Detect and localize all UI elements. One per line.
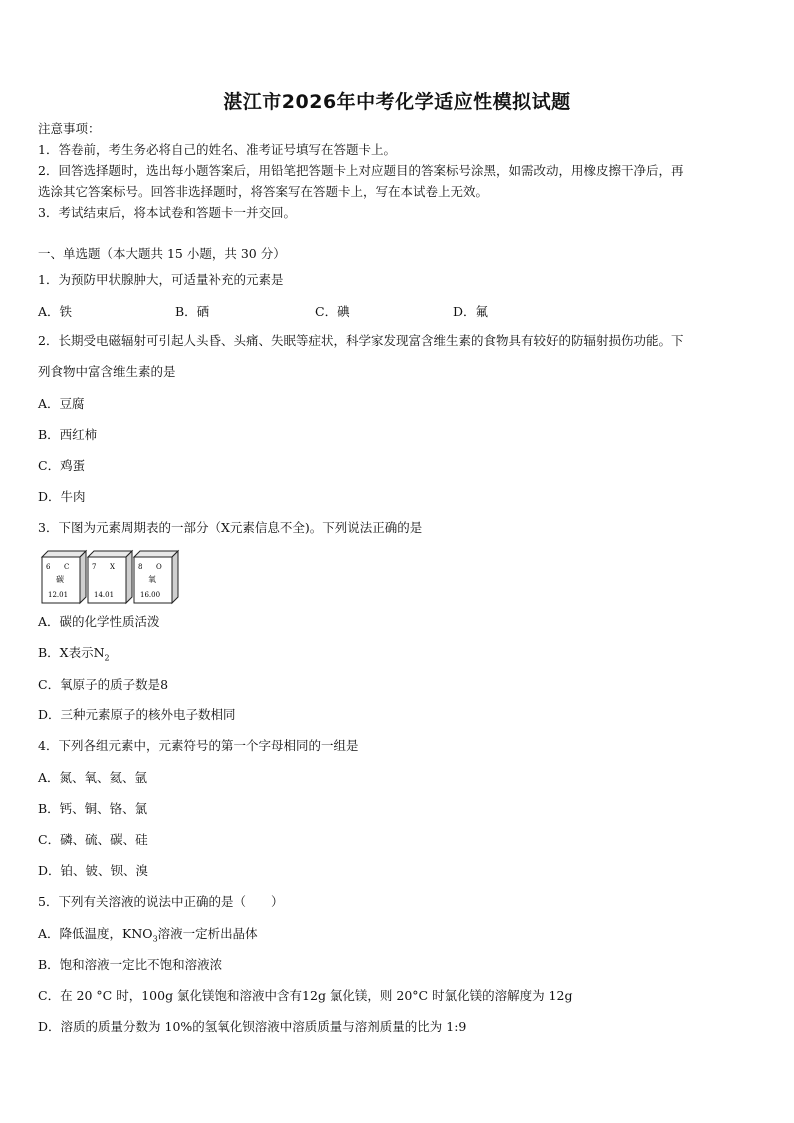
q5-option-a [38, 926, 758, 948]
tile-x-symbol: X [110, 563, 115, 571]
element-tile-x [88, 551, 132, 603]
tile-oxygen-mass: 16.00 [140, 591, 161, 599]
tile-x-number: 7 [92, 563, 97, 571]
q1-option-c: C．碘 [315, 304, 350, 319]
tile-oxygen-symbol: O [156, 563, 162, 571]
q2-option-b: B．西红柿 [38, 427, 98, 442]
notice-item-1: 1．答卷前，考生务必将自己的姓名、准考证号填写在答题卡上。 [38, 142, 396, 157]
q2-stem-line1: 2．长期受电磁辐射可引起人头昏、头痛、失眠等症状，科学家发现富含维生素的食物具有较好的防辐射损伤功能。下 [38, 333, 684, 348]
q1-option-d: D．氟 [453, 304, 489, 319]
q5-option-c: C．在 20 °C 时，100g 氯化镁饱和溶液中含有12g 氯化镁，则 20°C 时氯化镁的溶解度为 12g [38, 988, 573, 1003]
periodic-table-fragment [40, 547, 188, 605]
q5-option-b: B．饱和溶液一定比不饱和溶液浓 [38, 957, 223, 972]
q3-option-b-text: B．X表示N [38, 645, 105, 660]
tile-x-mass: 14.01 [94, 591, 115, 599]
q2-option-d: D．牛肉 [38, 489, 86, 504]
q4-option-a: A．氮、氧、氦、氩 [38, 770, 148, 785]
q4-stem: 4．下列各组元素中，元素符号的第一个字母相同的一组是 [38, 738, 359, 753]
q3-option-b [38, 645, 758, 667]
q1-option-b: B．硒 [175, 304, 210, 319]
q4-option-c: C．磷、硫、碳、硅 [38, 832, 148, 847]
q4-option-d: D．铂、铍、钡、溴 [38, 863, 149, 878]
q5-stem: 5．下列有关溶液的说法中正确的是（ ） [38, 894, 284, 909]
q4-option-b: B．钙、铜、铬、氯 [38, 801, 148, 816]
tile-oxygen-name: 氧 [148, 575, 156, 584]
element-tile-carbon [42, 551, 86, 603]
tile-carbon-symbol: C [64, 563, 70, 571]
q5-option-a-suffix: 溶液一定析出晶体 [157, 926, 258, 941]
page-title: 湛江市2026年中考化学适应性模拟试题 [223, 91, 571, 113]
tile-carbon-mass: 12.01 [48, 591, 69, 599]
q2-option-c: C．鸡蛋 [38, 458, 86, 473]
section-heading: 一、单选题（本大题共 15 小题，共 30 分） [38, 246, 286, 261]
q1-stem: 1．为预防甲状腺肿大，可适量补充的元素是 [38, 272, 284, 287]
q3-option-d: D．三种元素原子的核外电子数相同 [38, 707, 236, 722]
q5-option-a-text: A．降低温度，KNO [38, 926, 153, 941]
q3-option-b-subscript: 2 [104, 653, 110, 663]
tile-carbon-name: 碳 [56, 575, 64, 584]
notice-item-2-cont: 选涂其它答案标号。回答非选择题时，将答案写在答题卡上，写在本试卷上无效。 [38, 184, 489, 199]
q2-option-a: A．豆腐 [38, 396, 85, 411]
element-tile-oxygen [134, 551, 178, 603]
q3-stem: 3．下图为元素周期表的一部分（X元素信息不全)。下列说法正确的是 [38, 520, 423, 535]
q1-option-a: A．铁 [38, 304, 73, 319]
q3-option-c: C．氧原子的质子数是8 [38, 677, 169, 692]
q2-stem-line2: 列食物中富含维生素的是 [38, 364, 176, 379]
notice-item-2: 2．回答选择题时，选出每小题答案后，用铅笔把答题卡上对应题目的答案标号涂黑，如需改动，用橡皮擦干净后，再 [38, 163, 684, 178]
notice-item-3: 3．考试结束后，将本试卷和答题卡一并交回。 [38, 205, 296, 220]
tile-carbon-number: 6 [46, 563, 51, 571]
q3-option-a: A．碳的化学性质活泼 [38, 614, 160, 629]
notice-heading: 注意事项： [38, 121, 101, 136]
q5-option-d: D．溶质的质量分数为 10%的氢氧化钡溶液中溶质质量与溶剂质量的比为 1:9 [38, 1019, 467, 1034]
q5-option-a-subscript: 3 [152, 934, 158, 944]
tile-oxygen-number: 8 [138, 563, 143, 571]
